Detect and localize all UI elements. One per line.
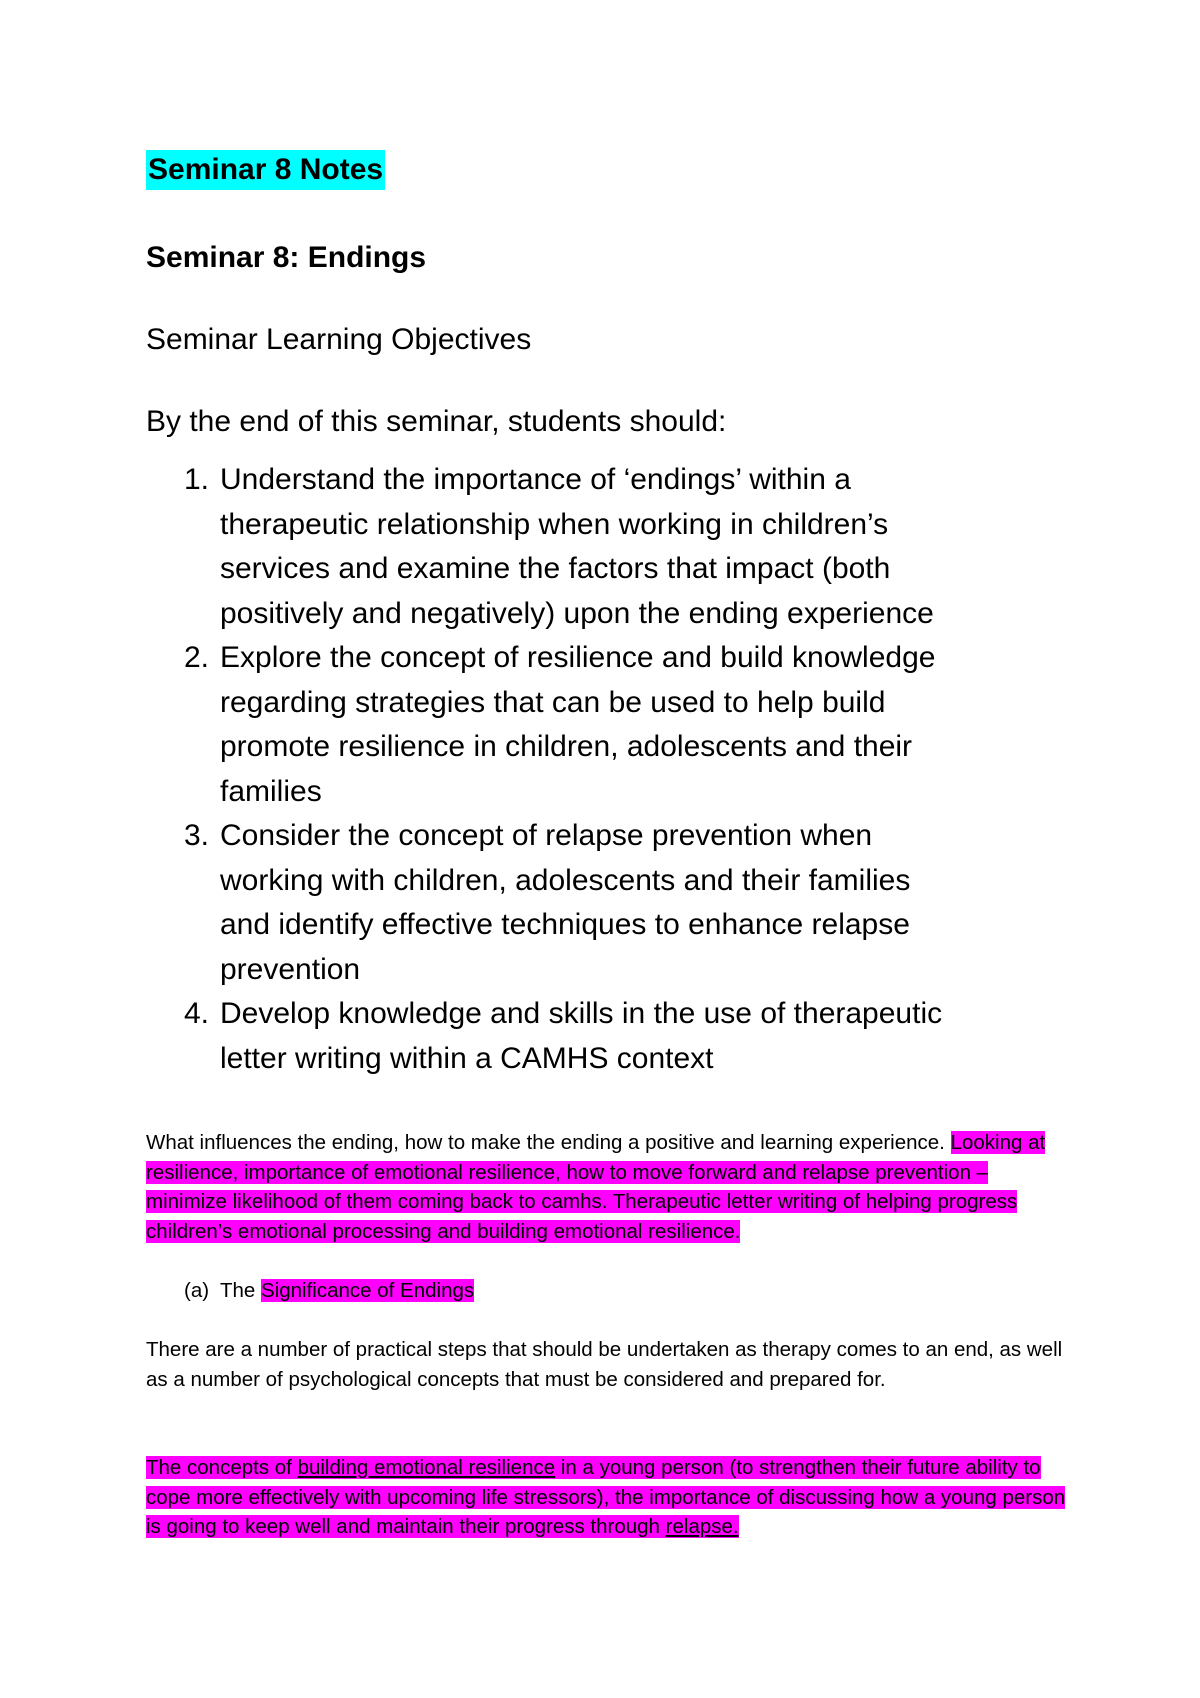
notes-paragraph-1-plain: What influences the ending, how to make the ending a positive and learning experience. [146, 1131, 945, 1154]
objective-line: Understand the importance of ‘endings’ within a [220, 463, 851, 496]
objective-item [146, 814, 1046, 992]
objective-line: Develop knowledge and skills in the use of therapeutic [220, 997, 943, 1030]
objective-number: 3. [184, 819, 210, 852]
objectives-intro: By the end of this seminar, students should: [146, 405, 727, 438]
notes-paragraph-1-highlight: Looking at resilience, importance of emotional resilience, how to move forward and relapse prevention – minimize likelihood of them coming back to camhs. Therapeutic letter writing of helping progress children’s emotional processing and building emotional resilience. [146, 1131, 1046, 1243]
objective-item [146, 636, 1046, 814]
para3-text-1: The concepts of [146, 1456, 292, 1479]
objective-line: and identify effective techniques to enhance relapse [220, 908, 910, 941]
objective-line: therapeutic relationship when working in children’s [220, 507, 889, 541]
para3-underline-relapse: relapse. [665, 1515, 739, 1538]
notes-paragraph-3-highlight [146, 1456, 1065, 1538]
subheading-highlight: Significance of Endings [261, 1279, 475, 1302]
objective-item [146, 458, 1046, 636]
subheading-prefix: The [220, 1279, 256, 1302]
objective-line: services and examine the factors that impact (both [220, 552, 891, 585]
notes-paragraph-1 [146, 1128, 1066, 1246]
objective-number: 4. [184, 997, 210, 1030]
objective-item [146, 992, 1046, 1081]
notes-paragraph-3 [146, 1453, 1066, 1542]
objective-line: Consider the concept of relapse prevention when [220, 819, 873, 852]
objective-line: prevention [220, 952, 361, 986]
section-label: Seminar Learning Objectives [146, 323, 532, 356]
objective-line: letter writing within a CAMHS context [220, 1041, 714, 1075]
objective-line: regarding strategies that can be used to help build [220, 685, 886, 719]
para3-text-2: in a young person (to strengthen their future ability to cope more effectively with upcoming life stressors), the importance of discussing how a young person is going to keep well and maintain their progress through [146, 1456, 1066, 1538]
objective-number: 2. [184, 641, 210, 674]
objective-number: 1. [184, 463, 210, 496]
notes-paragraph-2: There are a number of practical steps that should be undertaken as therapy comes to an end, as well as a number of psychological concepts that must be considered and prepared for. [146, 1338, 1063, 1391]
subheading-label: (a) [184, 1279, 210, 1302]
para3-underline-resilience: building emotional resilience [297, 1456, 556, 1479]
objective-line: Explore the concept of resilience and build knowledge [220, 641, 936, 674]
objective-line: working with children, adolescents and their families [220, 863, 911, 897]
objective-line: promote resilience in children, adolescents and their [220, 730, 913, 763]
seminar-title: Seminar 8: Endings [146, 241, 427, 274]
objective-line: positively and negatively) upon the ending experience [220, 596, 934, 630]
objectives-list [146, 458, 1046, 1081]
subheading-significance [184, 1276, 474, 1306]
notes-title: Seminar 8 Notes [146, 150, 385, 190]
objective-line: families [220, 774, 322, 808]
